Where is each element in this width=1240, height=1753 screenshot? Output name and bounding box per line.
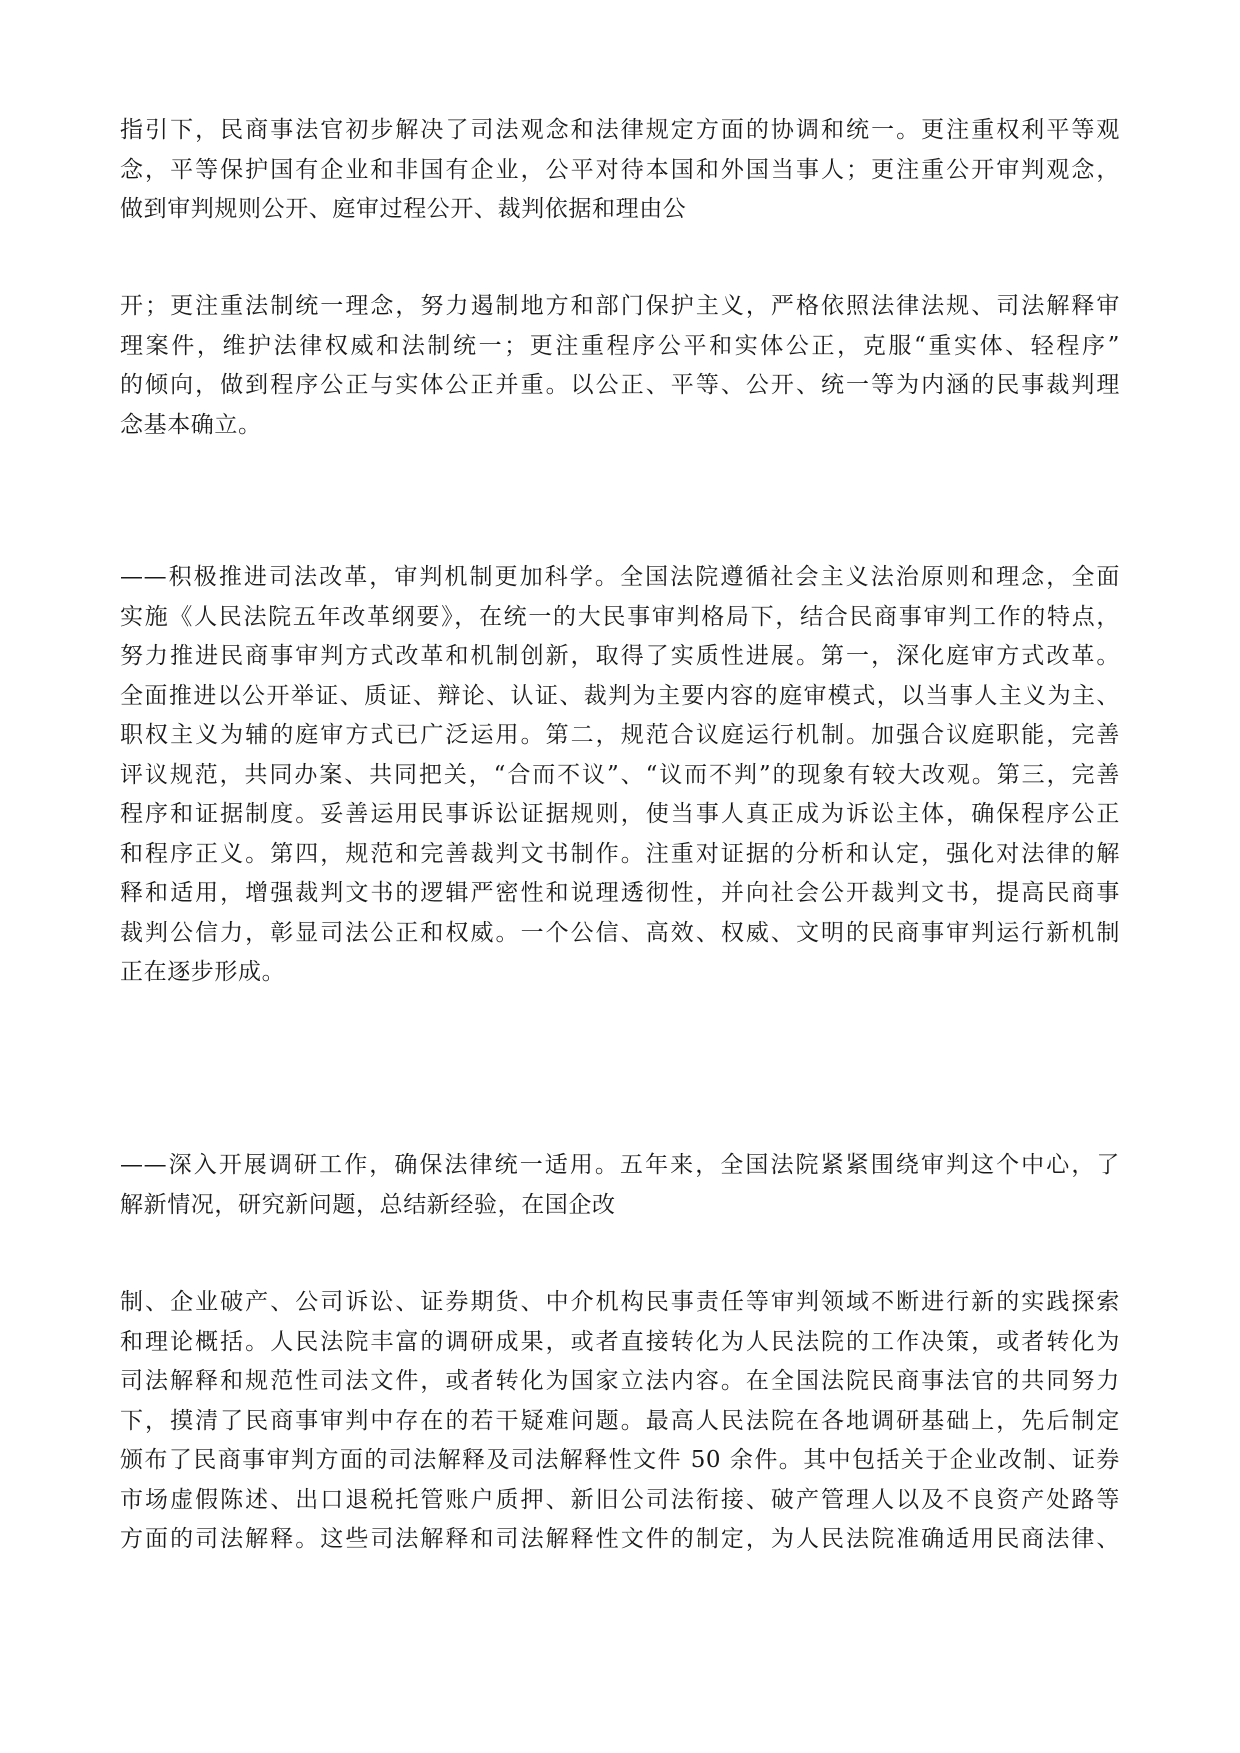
text-line: 释和适用，增强裁判文书的逻辑严密性和说理透彻性，并向社会公开裁判文书，提高民商事 [120, 880, 1120, 906]
text-line: 正在逐步形成。 [120, 959, 286, 985]
text-line: 开；更注重法制统一理念，努力遏制地方和部门保护主义，严格依照法律法规、司法解释审 [120, 293, 1120, 319]
paragraph-2 [120, 287, 1120, 445]
text-line: 方面的司法解释。这些司法解释和司法解释性文件的制定，为人民法院准确适用民商法律、 [120, 1526, 1120, 1552]
text-line: 职权主义为辅的庭审方式已广泛运用。第二，规范合议庭运行机制。加强合议庭职能，完善 [120, 722, 1120, 748]
text-line: 和理论概括。人民法院丰富的调研成果，或者直接转化为人民法院的工作决策，或者转化为 [120, 1328, 1120, 1355]
text-line: 实施《人民法院五年改革纲要》，在统一的大民事审判格局下，结合民商事审判工作的特点， [120, 603, 1120, 630]
paragraph-5 [120, 1283, 1120, 1560]
paragraph-3 [120, 558, 1120, 993]
text-line: 理案件，维护法律权威和法制统一；更注重程序公平和实体公正，克服“重实体、轻程序” [120, 332, 1120, 359]
text-line: 念基本确立。 [120, 411, 262, 438]
text-line: 制、企业破产、公司诉讼、证券期货、中介机构民事责任等审判领域不断进行新的实践探索 [120, 1289, 1120, 1315]
text-line: 司法解释和规范性司法文件，或者转化为国家立法内容。在全国法院民商事法官的共同努力 [120, 1368, 1120, 1394]
text-line: 裁判公信力，彰显司法公正和权威。一个公信、高效、权威、文明的民商事审判运行新机制 [120, 919, 1120, 946]
text-line: 和程序正义。第四，规范和完善裁判文书制作。注重对证据的分析和认定，强化对法律的解 [120, 840, 1120, 867]
paragraph-4 [120, 1146, 1120, 1225]
text-line: 努力推进民商事审判方式改革和机制创新，取得了实质性进展。第一，深化庭审方式改革。 [120, 643, 1120, 669]
text-line: 的倾向，做到程序公正与实体公正并重。以公正、平等、公开、统一等为内涵的民事裁判理 [120, 372, 1120, 398]
text-line: 做到审判规则公开、庭审过程公开、裁判依据和理由公 [120, 196, 687, 222]
text-line: ——积极推进司法改革，审判机制更加科学。全国法院遵循社会主义法治原则和理念，全面 [120, 564, 1120, 590]
text-line: 市场虚假陈述、出口退税托管账户质押、新旧公司法衔接、破产管理人以及不良资产处路等 [120, 1486, 1120, 1513]
text-line: 评议规范，共同办案、共同把关，“合而不议”、“议而不判”的现象有较大改观。第三，完善 [120, 761, 1120, 788]
text-line: ——深入开展调研工作，确保法律统一适用。五年来，全国法院紧紧围绕审判这个中心，了 [120, 1152, 1120, 1178]
text-line: 颁布了民商事审判方面的司法解释及司法解释性文件 50 余件。其中包括关于企业改制、证券 [120, 1447, 1120, 1473]
text-line: 解新情况，研究新问题，总结新经验，在国企改 [120, 1191, 616, 1218]
text-line: 下，摸清了民商事审判中存在的若干疑难问题。最高人民法院在各地调研基础上，先后制定 [120, 1407, 1120, 1434]
text-line: 指引下，民商事法官初步解决了司法观念和法律规定方面的协调和统一。更注重权利平等观 [120, 117, 1120, 143]
text-line: 全面推进以公开举证、质证、辩论、认证、裁判为主要内容的庭审模式，以当事人主义为主、 [120, 682, 1120, 709]
text-line: 念，平等保护国有企业和非国有企业，公平对待本国和外国当事人；更注重公开审判观念， [120, 156, 1120, 183]
text-line: 程序和证据制度。妥善运用民事诉讼证据规则，使当事人真正成为诉讼主体，确保程序公正 [120, 801, 1120, 827]
paragraph-1 [120, 111, 1120, 230]
